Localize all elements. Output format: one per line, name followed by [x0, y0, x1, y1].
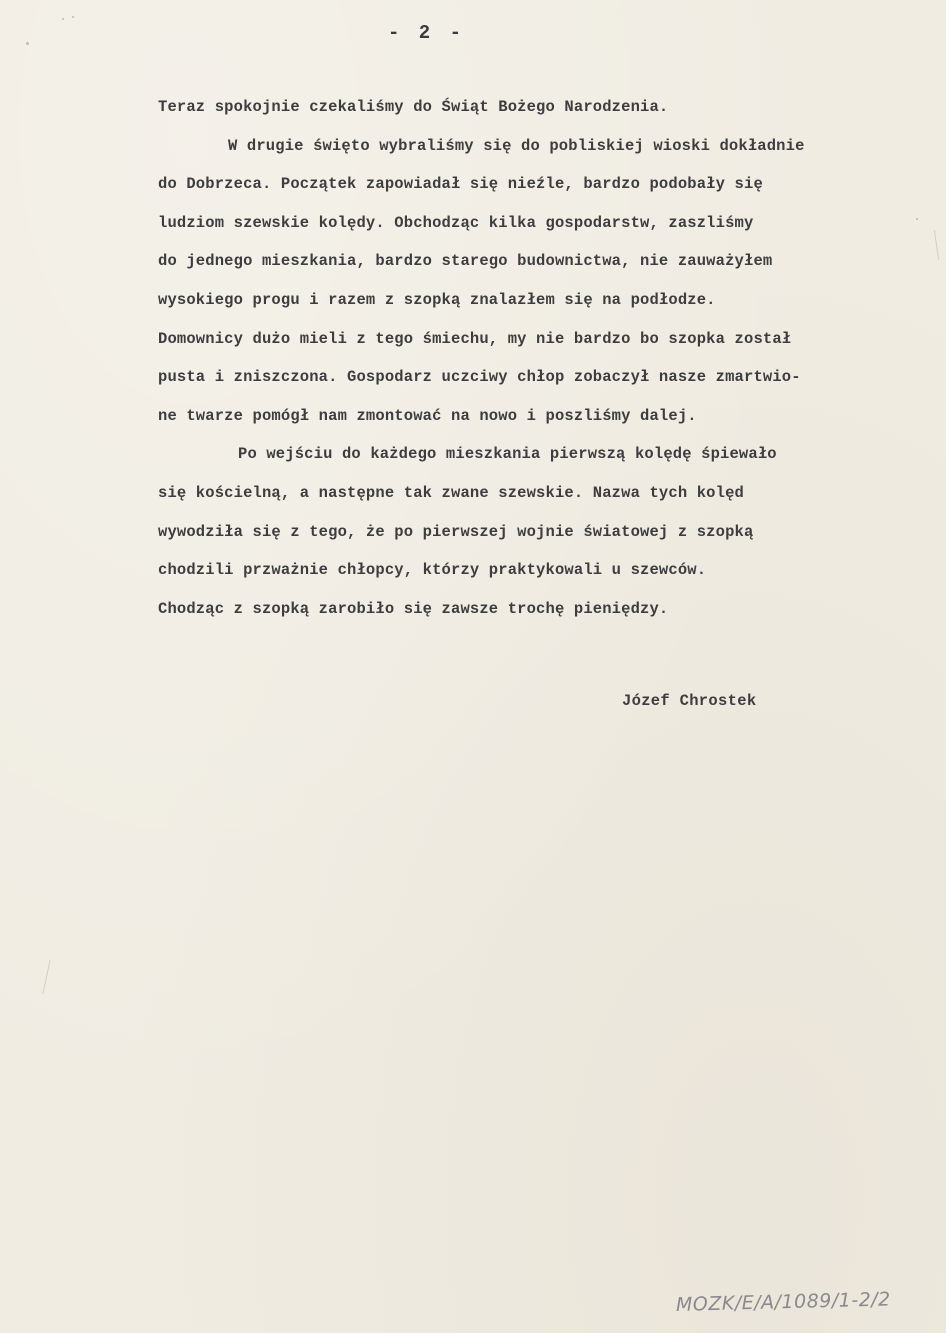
text-line: chodzili przważnie chłopcy, którzy praktykowali u szewców.	[158, 561, 707, 580]
paper-speck	[62, 18, 64, 20]
signature: Józef Chrostek	[622, 692, 757, 710]
text-line: ludziom szewskie kolędy. Obchodząc kilka gospodarstw, zaszliśmy	[158, 213, 754, 232]
text-line: pusta i zniszczona. Gospodarz uczciwy chłop zobaczył nasze zmartwio-	[158, 368, 801, 387]
text-line: Domownicy dużo mieli z tego śmiechu, my nie bardzo bo szopka został	[158, 329, 792, 348]
text-line: Po wejściu do każdego mieszkania pierwszą kolędę śpiewało	[238, 445, 777, 464]
text-line: do jednego mieszkania, bardzo starego budownictwa, nie zauważyłem	[158, 252, 773, 271]
text-line: W drugie święto wybraliśmy się do pobliskiej wioski dokładnie	[228, 136, 805, 155]
text-line: się kościelną, a następne tak zwane szewskie. Nazwa tych kolęd	[158, 483, 744, 502]
text-line: Teraz spokojnie czekaliśmy do Świąt Bożego Narodzenia.	[158, 98, 669, 116]
text-line: ne twarze pomógł nam zmontować na nowo i poszliśmy dalej.	[158, 406, 697, 425]
paper-speck	[916, 218, 918, 220]
text-line: wywodziła się z tego, że po pierwszej wojnie światowej z szopką	[158, 522, 754, 541]
text-line: do Dobrzeca. Początek zapowiadał się nieźle, bardzo podobały się	[158, 175, 763, 194]
text-line: Chodząc z szopką zarobiło się zawsze trochę pieniędzy.	[158, 599, 669, 618]
paper-scratch	[42, 960, 50, 993]
letter-body	[158, 88, 938, 628]
page-number: - 2 -	[388, 22, 466, 44]
text-line: wysokiego progu i razem z szopką znalazłem się na podłodze.	[158, 290, 716, 309]
paper-speck	[26, 42, 29, 45]
paper-speck	[72, 16, 74, 18]
archive-reference: MOZK/E/A/1089/1-2/2	[675, 1288, 892, 1316]
